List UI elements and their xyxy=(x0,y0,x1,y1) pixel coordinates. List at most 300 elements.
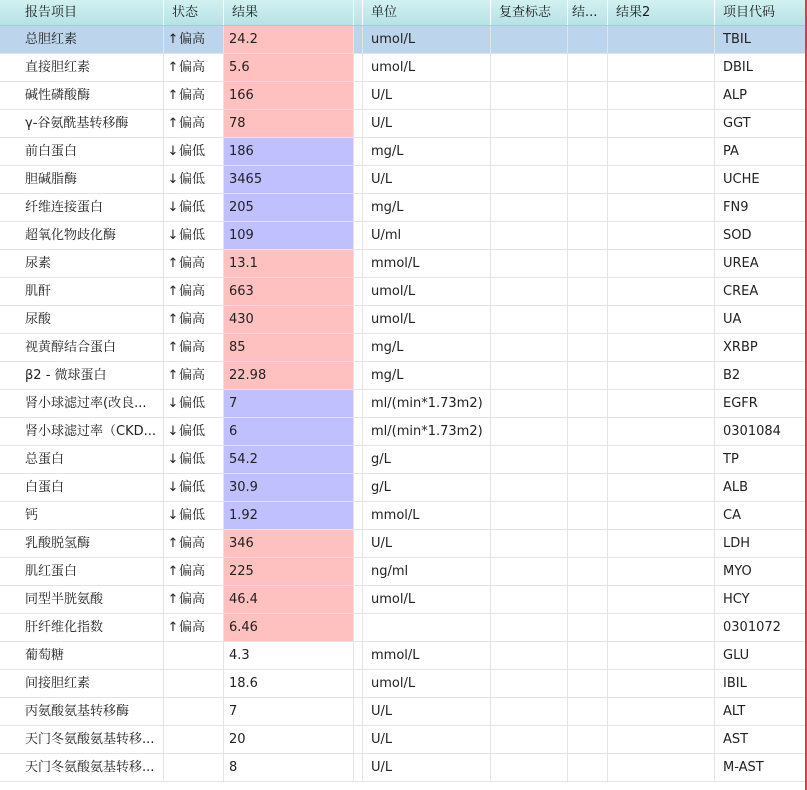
item-code-cell: AST xyxy=(723,732,749,747)
spacer-cell xyxy=(354,726,363,753)
item-name-cell: 纤维连接蛋白 xyxy=(17,194,164,221)
item-name-cell: 钙 xyxy=(17,502,164,529)
item-name-cell: 间接胆红素 xyxy=(17,670,164,697)
table-row[interactable] xyxy=(0,26,805,54)
table-row[interactable] xyxy=(0,82,805,110)
spacer-cell xyxy=(354,362,363,389)
item-code-cell: ALB xyxy=(723,480,749,495)
arrow-down-icon: ↓ xyxy=(167,228,179,243)
status-text: 偏低 xyxy=(179,480,206,495)
item-code-cell: CREA xyxy=(723,284,759,299)
unit-cell: g/L xyxy=(363,446,491,473)
column-header-name[interactable]: 报告项目 xyxy=(17,0,164,25)
result2-short-cell xyxy=(568,110,608,137)
review-flag-cell xyxy=(491,222,568,249)
review-flag-cell xyxy=(491,418,568,445)
item-name-cell: 尿素 xyxy=(17,250,164,277)
table-row[interactable] xyxy=(0,446,805,474)
item-name-cell: 肌红蛋白 xyxy=(17,558,164,585)
item-name-cell: 天门冬氨酸氨基转移... xyxy=(17,726,164,753)
arrow-down-icon: ↓ xyxy=(167,144,179,159)
unit-cell: mg/L xyxy=(363,362,491,389)
table-row[interactable] xyxy=(0,474,805,502)
status-text: 偏高 xyxy=(179,32,206,47)
item-name-cell: 肝纤维化指数 xyxy=(17,614,164,641)
review-flag-cell xyxy=(491,278,568,305)
status-cell xyxy=(164,26,224,53)
status-text: 偏低 xyxy=(179,508,206,523)
result2-cell xyxy=(608,54,715,81)
result2-cell xyxy=(608,726,715,753)
item-name-cell: 葡萄糖 xyxy=(17,642,164,669)
status-cell xyxy=(164,726,224,753)
status-text: 偏低 xyxy=(179,200,206,215)
review-flag-cell xyxy=(491,446,568,473)
column-header-spacer xyxy=(354,0,363,25)
table-row[interactable] xyxy=(0,670,805,698)
column-header-result2-short[interactable]: 结... xyxy=(568,0,608,25)
result2-short-cell xyxy=(568,698,608,725)
spacer-cell xyxy=(354,54,363,81)
unit-cell: U/L xyxy=(363,530,491,557)
status-text: 偏高 xyxy=(179,368,206,383)
result2-cell xyxy=(608,446,715,473)
result-cell: 54.2 xyxy=(224,446,354,473)
result2-cell xyxy=(608,166,715,193)
item-name-cell: 肌酐 xyxy=(17,278,164,305)
arrow-up-icon: ↑ xyxy=(167,564,179,579)
result-cell: 225 xyxy=(224,558,354,585)
arrow-down-icon: ↓ xyxy=(167,452,179,467)
result2-short-cell xyxy=(568,586,608,613)
unit-cell: umol/L xyxy=(363,278,491,305)
unit-cell: mg/L xyxy=(363,194,491,221)
item-name-cell: 肾小球滤过率（CKD... xyxy=(17,418,164,445)
status-cell xyxy=(164,530,224,557)
status-cell xyxy=(164,278,224,305)
spacer-cell xyxy=(354,530,363,557)
result2-cell xyxy=(608,642,715,669)
table-row[interactable] xyxy=(0,278,805,306)
table-row[interactable] xyxy=(0,362,805,390)
result-cell: 346 xyxy=(224,530,354,557)
unit-cell: umol/L xyxy=(363,54,491,81)
result2-cell xyxy=(608,110,715,137)
result-cell: 430 xyxy=(224,306,354,333)
result2-short-cell xyxy=(568,334,608,361)
status-text: 偏高 xyxy=(179,536,206,551)
unit-cell: U/L xyxy=(363,82,491,109)
spacer-cell xyxy=(354,390,363,417)
review-flag-cell xyxy=(491,726,568,753)
item-name-cell: 直接胆红素 xyxy=(17,54,164,81)
review-flag-cell xyxy=(491,502,568,529)
result2-short-cell xyxy=(568,26,608,53)
status-cell xyxy=(164,558,224,585)
result2-short-cell xyxy=(568,278,608,305)
table-row[interactable] xyxy=(0,558,805,586)
spacer-cell xyxy=(354,614,363,641)
item-code-cell: UREA xyxy=(723,256,759,271)
arrow-up-icon: ↑ xyxy=(167,60,179,75)
result-cell: 7 xyxy=(224,698,354,725)
status-cell xyxy=(164,698,224,725)
spacer-cell xyxy=(354,26,363,53)
table-row[interactable] xyxy=(0,698,805,726)
status-cell xyxy=(164,754,224,781)
item-code-cell: ALT xyxy=(723,704,746,719)
status-cell xyxy=(164,306,224,333)
item-code-cell: MYO xyxy=(723,564,752,579)
arrow-up-icon: ↑ xyxy=(167,256,179,271)
result2-cell xyxy=(608,754,715,781)
unit-cell: umol/L xyxy=(363,306,491,333)
status-cell xyxy=(164,446,224,473)
item-name-cell: 总胆红素 xyxy=(17,26,164,53)
arrow-up-icon: ↑ xyxy=(167,368,179,383)
unit-cell: U/L xyxy=(363,754,491,781)
table-row[interactable] xyxy=(0,194,805,222)
result2-short-cell xyxy=(568,166,608,193)
review-flag-cell xyxy=(491,614,568,641)
result2-cell xyxy=(608,138,715,165)
table-row[interactable] xyxy=(0,138,805,166)
result2-cell xyxy=(608,530,715,557)
arrow-up-icon: ↑ xyxy=(167,116,179,131)
result-cell: 18.6 xyxy=(224,670,354,697)
table-row[interactable] xyxy=(0,726,805,754)
table-row[interactable] xyxy=(0,110,805,138)
unit-cell: ng/ml xyxy=(363,558,491,585)
result2-short-cell xyxy=(568,474,608,501)
result-cell: 3465 xyxy=(224,166,354,193)
result2-cell xyxy=(608,362,715,389)
item-code-cell: CA xyxy=(723,508,741,523)
item-code-cell: ALP xyxy=(723,88,747,103)
result2-short-cell xyxy=(568,362,608,389)
result2-cell xyxy=(608,390,715,417)
item-code-cell: XRBP xyxy=(723,340,758,355)
spacer-cell xyxy=(354,446,363,473)
item-name-cell: 胆碱脂酶 xyxy=(17,166,164,193)
result2-short-cell xyxy=(568,754,608,781)
result2-cell xyxy=(608,502,715,529)
review-flag-cell xyxy=(491,754,568,781)
status-cell xyxy=(164,54,224,81)
result2-short-cell xyxy=(568,558,608,585)
result2-short-cell xyxy=(568,614,608,641)
unit-cell: mmol/L xyxy=(363,642,491,669)
item-name-cell: 总蛋白 xyxy=(17,446,164,473)
status-cell xyxy=(164,166,224,193)
status-text: 偏高 xyxy=(179,256,206,271)
spacer-cell xyxy=(354,222,363,249)
status-cell xyxy=(164,362,224,389)
result-cell: 30.9 xyxy=(224,474,354,501)
unit-cell: mmol/L xyxy=(363,502,491,529)
unit-cell: U/L xyxy=(363,698,491,725)
table-row[interactable] xyxy=(0,222,805,250)
arrow-down-icon: ↓ xyxy=(167,396,179,411)
item-code-cell: GLU xyxy=(723,648,750,663)
spacer-cell xyxy=(354,250,363,277)
arrow-up-icon: ↑ xyxy=(167,312,179,327)
result-cell: 186 xyxy=(224,138,354,165)
review-flag-cell xyxy=(491,474,568,501)
item-code-cell: GGT xyxy=(723,116,751,131)
unit-cell: ml/(min*1.73m2) xyxy=(363,390,491,417)
result2-short-cell xyxy=(568,306,608,333)
table-row[interactable] xyxy=(0,54,805,82)
unit-cell: U/L xyxy=(363,166,491,193)
result-cell: 663 xyxy=(224,278,354,305)
arrow-up-icon: ↑ xyxy=(167,592,179,607)
table-row[interactable] xyxy=(0,418,805,446)
unit-cell: ml/(min*1.73m2) xyxy=(363,418,491,445)
review-flag-cell xyxy=(491,82,568,109)
unit-cell xyxy=(363,614,491,641)
review-flag-cell xyxy=(491,334,568,361)
unit-cell: umol/L xyxy=(363,670,491,697)
review-flag-cell xyxy=(491,138,568,165)
item-name-cell: γ-谷氨酰基转移酶 xyxy=(17,110,164,137)
review-flag-cell xyxy=(491,558,568,585)
status-text: 偏高 xyxy=(179,340,206,355)
spacer-cell xyxy=(354,194,363,221)
arrow-up-icon: ↑ xyxy=(167,32,179,47)
arrow-up-icon: ↑ xyxy=(167,536,179,551)
result-cell: 109 xyxy=(224,222,354,249)
spacer-cell xyxy=(354,642,363,669)
review-flag-cell xyxy=(491,670,568,697)
result2-short-cell xyxy=(568,222,608,249)
review-flag-cell xyxy=(491,530,568,557)
status-text: 偏高 xyxy=(179,592,206,607)
result-cell: 7 xyxy=(224,390,354,417)
status-cell xyxy=(164,614,224,641)
result2-short-cell xyxy=(568,250,608,277)
review-flag-cell xyxy=(491,390,568,417)
review-flag-cell xyxy=(491,362,568,389)
spacer-cell xyxy=(354,278,363,305)
unit-cell: U/L xyxy=(363,110,491,137)
spacer-cell xyxy=(354,306,363,333)
status-cell xyxy=(164,110,224,137)
item-name-cell: 视黄醇结合蛋白 xyxy=(17,334,164,361)
spacer-cell xyxy=(354,138,363,165)
item-name-cell: 乳酸脱氢酶 xyxy=(17,530,164,557)
result-cell: 85 xyxy=(224,334,354,361)
result-cell: 20 xyxy=(224,726,354,753)
result2-cell xyxy=(608,82,715,109)
item-code-cell: FN9 xyxy=(723,200,749,215)
result-cell: 1.92 xyxy=(224,502,354,529)
spacer-cell xyxy=(354,166,363,193)
item-code-cell: UCHE xyxy=(723,172,760,187)
review-flag-cell xyxy=(491,250,568,277)
item-code-cell: 0301072 xyxy=(723,620,781,635)
spacer-cell xyxy=(354,334,363,361)
arrow-up-icon: ↑ xyxy=(167,340,179,355)
arrow-up-icon: ↑ xyxy=(167,88,179,103)
review-flag-cell xyxy=(491,642,568,669)
spacer-cell xyxy=(354,418,363,445)
column-header-unit[interactable]: 单位 xyxy=(363,0,491,25)
table-row[interactable] xyxy=(0,642,805,670)
review-flag-cell xyxy=(491,110,568,137)
status-text: 偏低 xyxy=(179,228,206,243)
table-row[interactable] xyxy=(0,586,805,614)
item-code-cell: UA xyxy=(723,312,742,327)
result-cell: 166 xyxy=(224,82,354,109)
result2-short-cell xyxy=(568,502,608,529)
result-cell: 22.98 xyxy=(224,362,354,389)
status-cell xyxy=(164,194,224,221)
unit-cell: mmol/L xyxy=(363,250,491,277)
result2-cell xyxy=(608,558,715,585)
result2-short-cell xyxy=(568,194,608,221)
item-code-cell: PA xyxy=(723,144,739,159)
arrow-down-icon: ↓ xyxy=(167,508,179,523)
review-flag-cell xyxy=(491,698,568,725)
result2-short-cell xyxy=(568,726,608,753)
result-cell: 24.2 xyxy=(224,26,354,53)
result2-short-cell xyxy=(568,418,608,445)
result-cell: 4.3 xyxy=(224,642,354,669)
result2-cell xyxy=(608,698,715,725)
status-text: 偏高 xyxy=(179,284,206,299)
item-name-cell: 尿酸 xyxy=(17,306,164,333)
result2-cell xyxy=(608,194,715,221)
status-cell xyxy=(164,642,224,669)
result2-cell xyxy=(608,614,715,641)
review-flag-cell xyxy=(491,306,568,333)
spacer-cell xyxy=(354,82,363,109)
status-cell xyxy=(164,502,224,529)
result2-short-cell xyxy=(568,530,608,557)
column-header-result2[interactable]: 结果2 xyxy=(608,0,715,25)
item-code-cell: M-AST xyxy=(723,760,764,775)
review-flag-cell xyxy=(491,166,568,193)
spacer-cell xyxy=(354,558,363,585)
result2-short-cell xyxy=(568,138,608,165)
status-cell xyxy=(164,670,224,697)
unit-cell: U/L xyxy=(363,726,491,753)
status-cell xyxy=(164,82,224,109)
arrow-down-icon: ↓ xyxy=(167,200,179,215)
result2-short-cell xyxy=(568,82,608,109)
status-cell xyxy=(164,250,224,277)
result2-cell xyxy=(608,222,715,249)
item-code-cell: TBIL xyxy=(723,32,751,47)
result2-cell xyxy=(608,586,715,613)
table-row[interactable] xyxy=(0,306,805,334)
item-code-cell: 0301084 xyxy=(723,424,781,439)
result2-cell xyxy=(608,418,715,445)
item-name-cell: 天门冬氨酸氨基转移... xyxy=(17,754,164,781)
result2-short-cell xyxy=(568,446,608,473)
status-text: 偏低 xyxy=(179,452,206,467)
column-header-status[interactable]: 状态 xyxy=(164,0,224,25)
column-header-code[interactable]: 项目代码 xyxy=(723,5,776,20)
item-name-cell: 前白蛋白 xyxy=(17,138,164,165)
item-code-cell: HCY xyxy=(723,592,750,607)
status-text: 偏高 xyxy=(179,88,206,103)
result2-cell xyxy=(608,250,715,277)
item-code-cell: TP xyxy=(723,452,739,467)
spacer-cell xyxy=(354,586,363,613)
unit-cell: umol/L xyxy=(363,586,491,613)
item-code-cell: IBIL xyxy=(723,676,747,691)
unit-cell: g/L xyxy=(363,474,491,501)
column-header-review[interactable]: 复查标志 xyxy=(491,0,568,25)
item-name-cell: 同型半胱氨酸 xyxy=(17,586,164,613)
unit-cell: mg/L xyxy=(363,334,491,361)
result-cell: 6.46 xyxy=(224,614,354,641)
result-cell: 205 xyxy=(224,194,354,221)
column-header-result[interactable]: 结果 xyxy=(224,0,354,25)
result2-cell xyxy=(608,670,715,697)
table-row[interactable] xyxy=(0,754,805,782)
review-flag-cell xyxy=(491,54,568,81)
grid-body xyxy=(0,26,805,782)
spacer-cell xyxy=(354,670,363,697)
status-cell xyxy=(164,474,224,501)
arrow-down-icon: ↓ xyxy=(167,172,179,187)
item-name-cell: 丙氨酸氨基转移酶 xyxy=(17,698,164,725)
table-row[interactable] xyxy=(0,530,805,558)
arrow-down-icon: ↓ xyxy=(167,480,179,495)
status-text: 偏高 xyxy=(179,60,206,75)
status-cell xyxy=(164,138,224,165)
table-row[interactable] xyxy=(0,614,805,642)
unit-cell: umol/L xyxy=(363,26,491,53)
item-code-cell: SOD xyxy=(723,228,752,243)
arrow-up-icon: ↑ xyxy=(167,284,179,299)
status-text: 偏低 xyxy=(179,172,206,187)
item-name-cell: 碱性磷酸酶 xyxy=(17,82,164,109)
result2-short-cell xyxy=(568,670,608,697)
spacer-cell xyxy=(354,754,363,781)
result-cell: 13.1 xyxy=(224,250,354,277)
result2-cell xyxy=(608,306,715,333)
status-text: 偏低 xyxy=(179,144,206,159)
review-flag-cell xyxy=(491,586,568,613)
table-row[interactable] xyxy=(0,502,805,530)
unit-cell: U/ml xyxy=(363,222,491,249)
spacer-cell xyxy=(354,502,363,529)
result2-cell xyxy=(608,26,715,53)
item-code-cell: DBIL xyxy=(723,60,754,75)
status-text: 偏高 xyxy=(179,564,206,579)
item-name-cell: β2 - 微球蛋白 xyxy=(17,362,164,389)
result-cell: 46.4 xyxy=(224,586,354,613)
result2-short-cell xyxy=(568,390,608,417)
unit-cell: mg/L xyxy=(363,138,491,165)
result-cell: 78 xyxy=(224,110,354,137)
table-row[interactable] xyxy=(0,390,805,418)
result2-short-cell xyxy=(568,642,608,669)
result-cell: 6 xyxy=(224,418,354,445)
table-row[interactable] xyxy=(0,334,805,362)
status-cell xyxy=(164,334,224,361)
status-cell xyxy=(164,586,224,613)
table-row[interactable] xyxy=(0,166,805,194)
review-flag-cell xyxy=(491,26,568,53)
item-name-cell: 白蛋白 xyxy=(17,474,164,501)
result2-short-cell xyxy=(568,54,608,81)
table-row[interactable] xyxy=(0,250,805,278)
